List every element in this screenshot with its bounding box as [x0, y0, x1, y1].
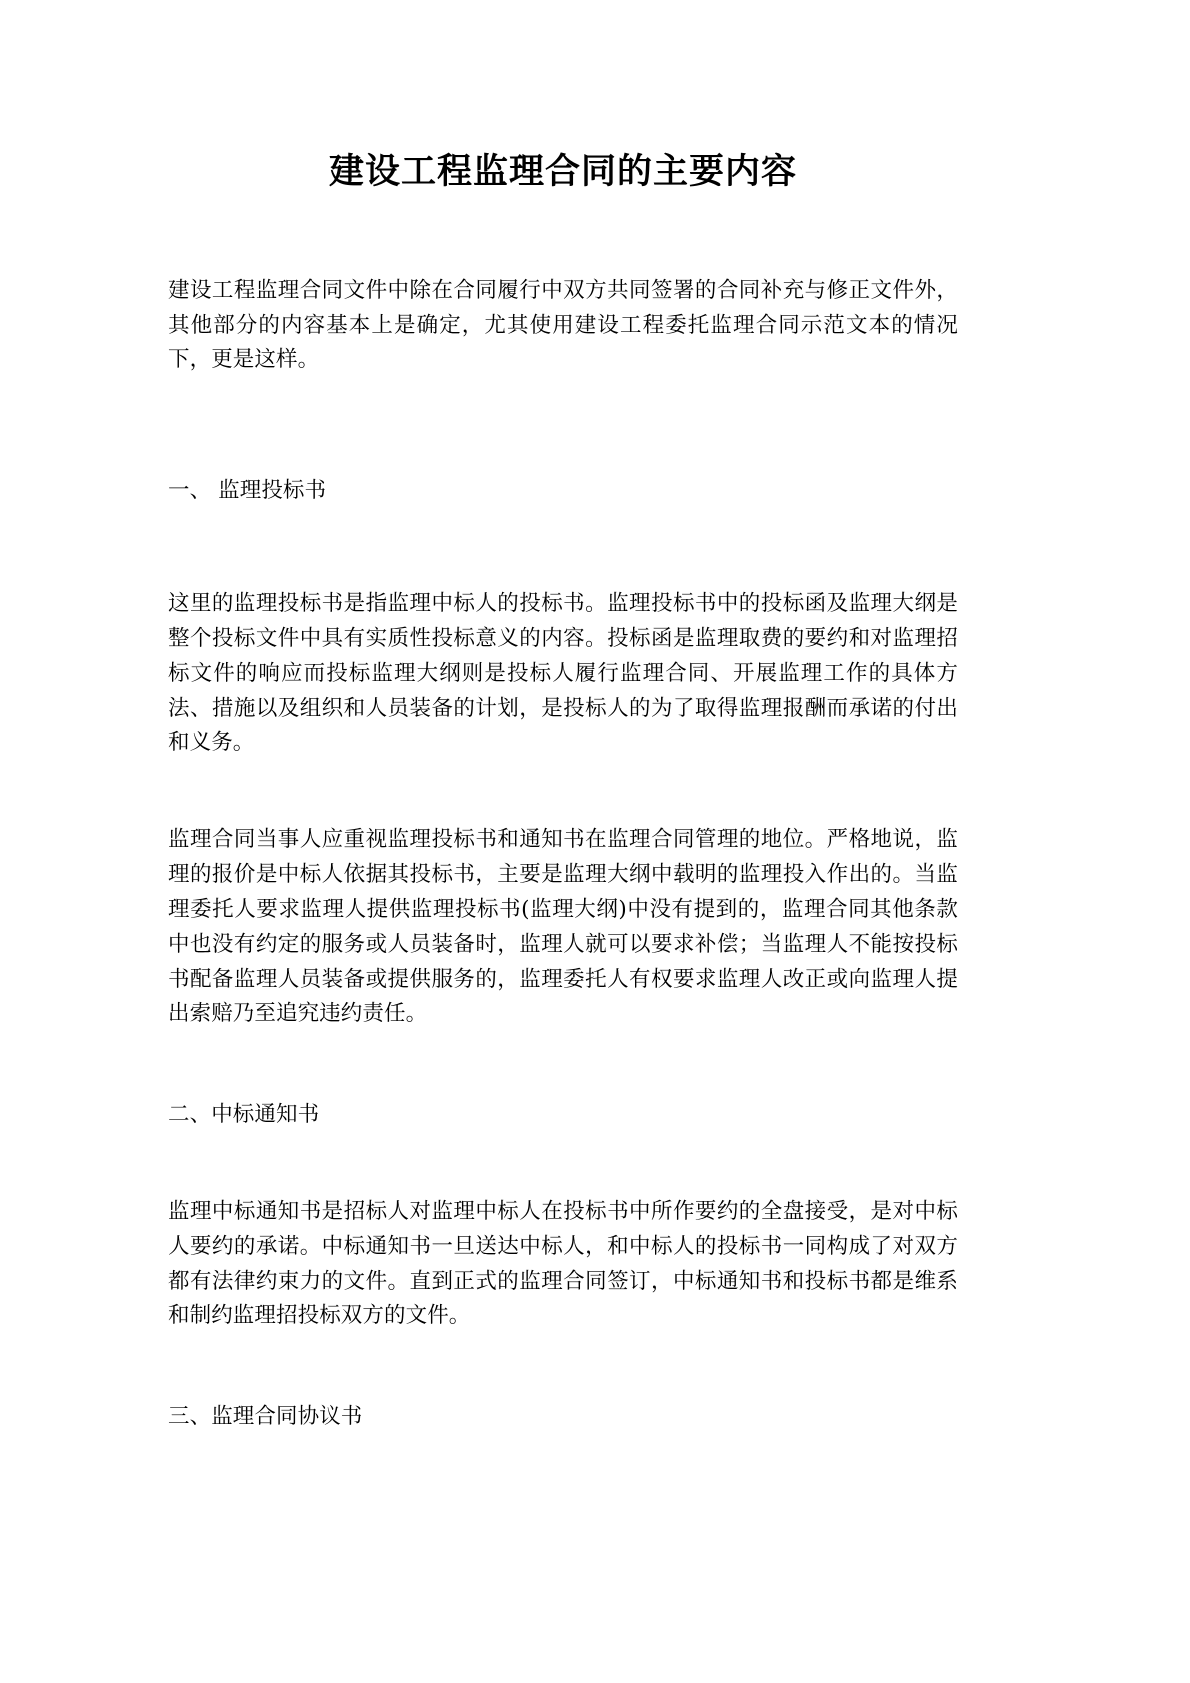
spacer-after-title [168, 194, 958, 274]
section-heading-2: 二、中标通知书 [168, 1102, 320, 1128]
section-heading-3: 三、监理合同协议书 [168, 1404, 363, 1430]
section-2-paragraph-1: 监理中标通知书是招标人对监理中标人在投标书中所作要约的全盘接受，是对中标人要约的承诺。中标通知书一旦送达中标人，和中标人的投标书一同构成了对双方都有法律约束力的文件。直到正式的监理合同签订，中标通知书和投标书都是维系和制约监理招投标双方的文件。 [168, 1199, 958, 1329]
spacer-after-intro [168, 378, 958, 474]
spacer-after-section-2-paragraph-1 [168, 1334, 958, 1400]
spacer-after-heading-2 [168, 1133, 958, 1195]
spacer-after-section-1-paragraph-1 [168, 761, 958, 823]
spacer-after-section-1-paragraph-2 [168, 1032, 958, 1098]
section-1-paragraph-1: 这里的监理投标书是指监理中标人的投标书。监理投标书中的投标函及监理大纲是整个投标文件中具有实质性投标意义的内容。投标函是监理取费的要约和对监理招标文件的响应而投标监理大纲则是投标人履行监理合同、开展监理工作的具体方法、措施以及组织和人员装备的计划，是投标人的为了取得监理报酬而承诺的付出和义务。 [168, 591, 958, 756]
intro-paragraph: 建设工程监理合同文件中除在合同履行中双方共同签署的合同补充与修正文件外，其他部分的内容基本上是确定，尤其使用建设工程委托监理合同示范文本的情况下，更是这样。 [168, 277, 958, 373]
section-1-paragraph-2: 监理合同当事人应重视监理投标书和通知书在监理合同管理的地位。严格地说，监理的报价是中标人依据其投标书，主要是监理大纲中载明的监理投入作出的。当监理委托人要求监理人提供监理投标书(监理大纲)中没有提到的，监理合同其他条款中也没有约定的服务或人员装备时，监理人就可以要求补偿；当监理人不能按投标书配备监理人员装备或提供服务的，监理委托人有权要求监理人改正或向监理人提出索赔乃至追究违约责任。 [168, 827, 958, 1027]
document-content [168, 0, 958, 1435]
spacer-after-heading-1 [168, 509, 958, 587]
section-heading-1: 一、 监理投标书 [168, 478, 327, 504]
page-title: 建设工程监理合同的主要内容 [328, 151, 797, 192]
